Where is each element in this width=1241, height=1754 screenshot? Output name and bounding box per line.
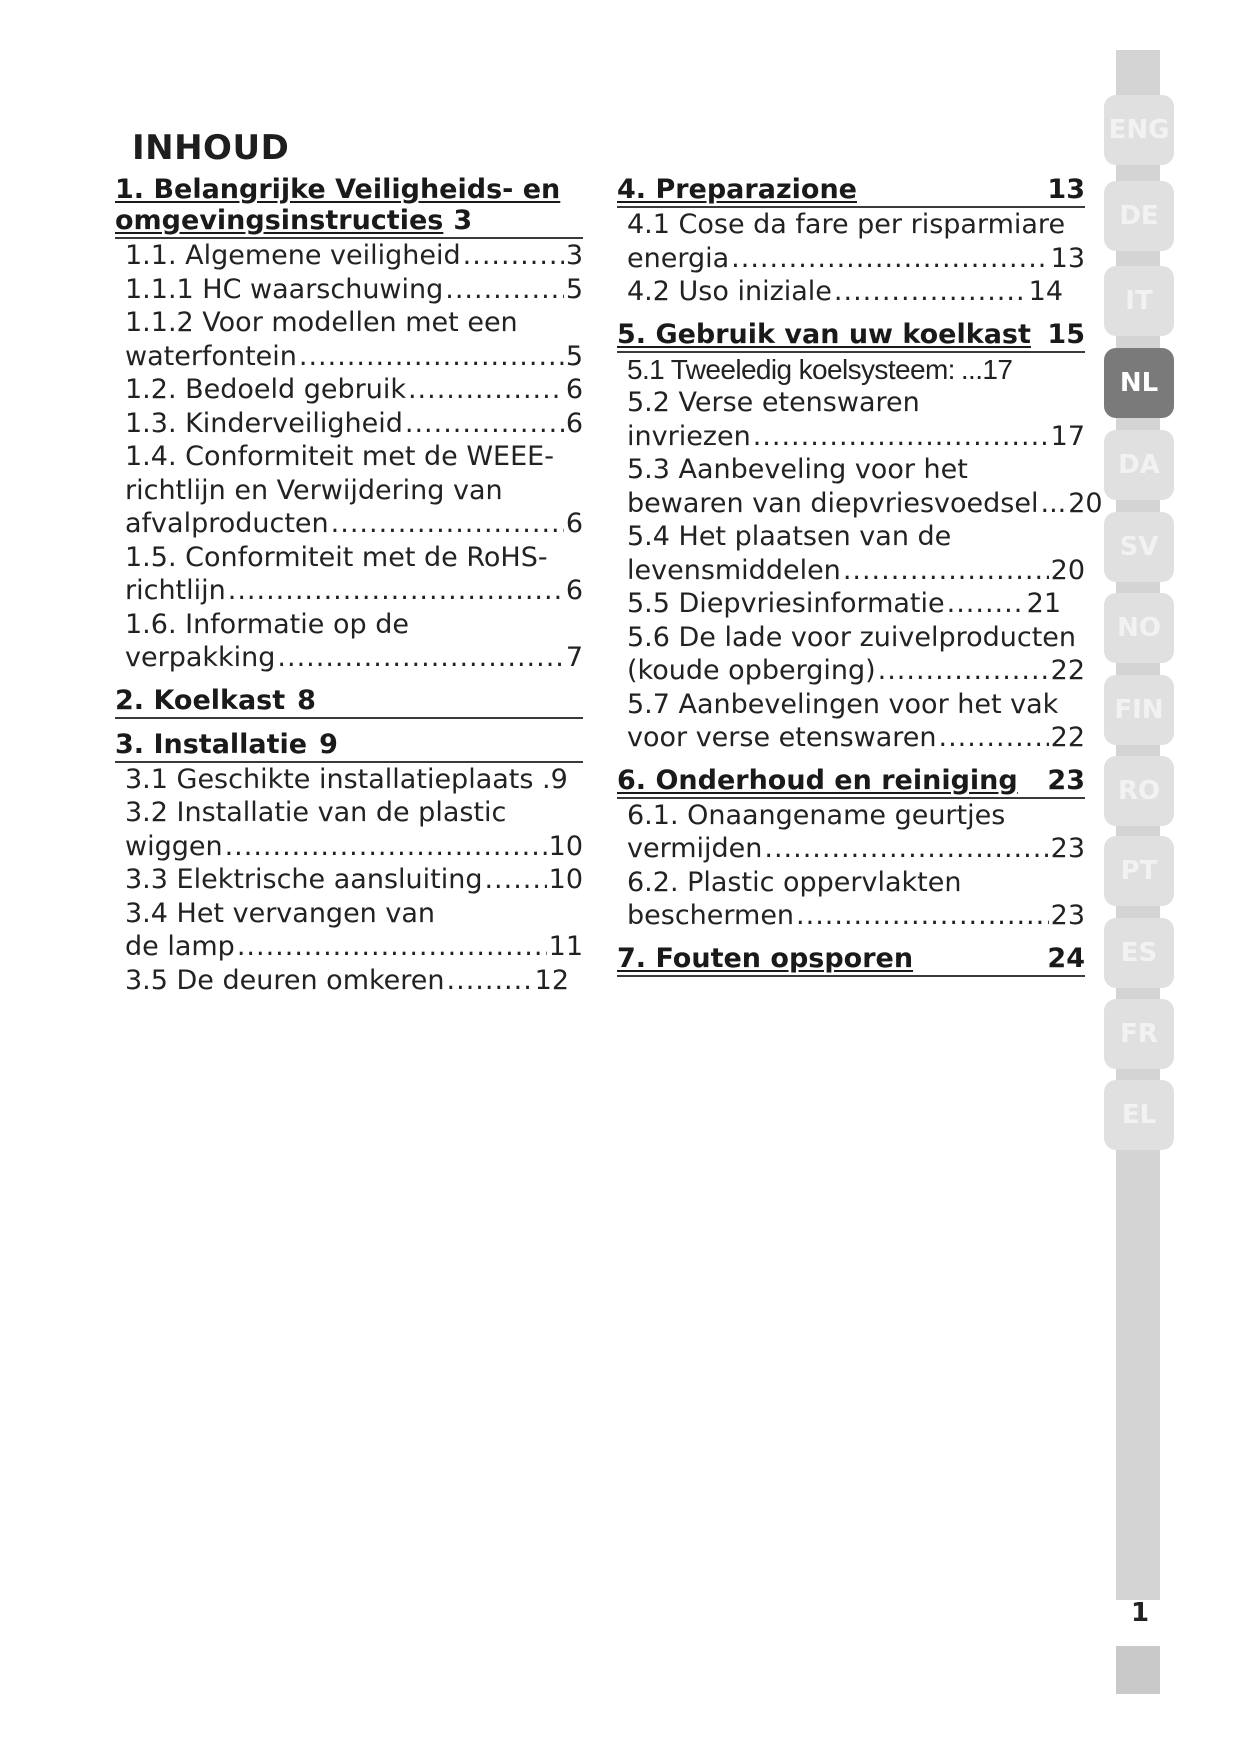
tab-eng[interactable]: ENG (1104, 95, 1174, 165)
toc-entry-3-2[interactable]: 3.2 Installatie van de plastic wiggen ..... 10 (115, 796, 583, 863)
toc-entry-5-6[interactable]: 5.6 De lade voor zuivelproducten (koude opberging) ..... 22 (617, 621, 1085, 688)
tab-no[interactable]: NO (1104, 593, 1174, 663)
tab-pt[interactable]: PT (1104, 836, 1174, 906)
toc-entry-1-6[interactable]: 1.6. Informatie op de verpakking ..... 7 (115, 608, 583, 675)
toc-entry-6-1[interactable]: 6.1. Onaangename geurtjes vermijden ..... 23 (617, 799, 1085, 866)
toc-entry-3-4[interactable]: 3.4 Het vervangen van de lamp ..... 11 (115, 897, 583, 964)
tab-fr[interactable]: FR (1104, 999, 1174, 1069)
toc-entry-5-7[interactable]: 5.7 Aanbevelingen voor het vak voor verse etenswaren ..... 22 (617, 688, 1085, 755)
toc-section-5[interactable]: 5. Gebruik van uw koelkast 15 (617, 319, 1085, 353)
toc-entry-5-5[interactable]: 5.5 Diepvriesinformatie ..... 21 (617, 587, 1085, 621)
toc-left-column (115, 174, 583, 997)
toc-entry-1-1-2[interactable]: 1.1.2 Voor modellen met een waterfontein ..... 5 (115, 306, 583, 373)
toc-section-1-label-b: omgevingsinstructies (115, 205, 444, 236)
toc-section-2[interactable]: 2. Koelkast 8 (115, 685, 583, 719)
page-title: INHOUD (132, 128, 290, 168)
toc-entry-1-1-1[interactable]: 1.1.1 HC waarschuwing ..... 5 (115, 273, 583, 307)
toc-section-1-page: 3 (453, 205, 473, 236)
tab-nl[interactable]: NL (1104, 348, 1174, 418)
toc-section-3[interactable]: 3. Installatie 9 (115, 729, 583, 763)
toc-entry-6-2[interactable]: 6.2. Plastic oppervlakten beschermen ..... 23 (617, 866, 1085, 933)
toc-entry-3-5[interactable]: 3.5 De deuren omkeren ..... 12 (115, 964, 583, 998)
toc-entry-4-1[interactable]: 4.1 Cose da fare per risparmiare energia ..... 13 (617, 208, 1085, 275)
toc-section-7[interactable]: 7. Fouten opsporen 24 (617, 943, 1085, 977)
toc-section-1-label-a: 1. Belangrijke Veiligheids- en (115, 174, 561, 205)
toc-entry-5-3[interactable]: 5.3 Aanbeveling voor het bewaren van diepvriesvoedsel ... 20 (627, 454, 1103, 519)
toc-section-6[interactable]: 6. Onderhoud en reiniging 23 (617, 765, 1085, 799)
tab-ro[interactable]: RO (1104, 756, 1174, 826)
toc-right-column (617, 174, 1103, 977)
toc-entry-1-1[interactable]: 1.1. Algemene veiligheid ..... 3 (115, 239, 583, 273)
tab-fin[interactable]: FIN (1104, 675, 1174, 745)
toc-entry-1-3[interactable]: 1.3. Kinderveiligheid ..... 6 (115, 407, 583, 441)
toc-entry-3-1[interactable]: 3.1 Geschikte installatieplaats .9 (125, 763, 568, 795)
toc-entry-4-2[interactable]: 4.2 Uso iniziale ..... 14 (617, 275, 1085, 309)
tab-es[interactable]: ES (1104, 918, 1174, 988)
tab-da[interactable]: DA (1104, 430, 1174, 500)
toc-entry-5-2[interactable]: 5.2 Verse etenswaren invriezen ..... 17 (617, 386, 1085, 453)
toc-entry-1-2[interactable]: 1.2. Bedoeld gebruik ..... 6 (115, 373, 583, 407)
toc-entry-5-4[interactable]: 5.4 Het plaatsen van de levensmiddelen ..... 20 (617, 520, 1085, 587)
toc-entry-3-3[interactable]: 3.3 Elektrische aansluiting ..... 10 (115, 863, 583, 897)
toc-entry-1-5[interactable]: 1.5. Conformiteit met de RoHS- richtlijn ..... 6 (115, 541, 583, 608)
toc-section-1[interactable] (115, 174, 583, 239)
toc-entry-5-1[interactable]: 5.1 Tweeledig koelsysteem: ... 17 (627, 353, 1013, 385)
toc-section-4[interactable]: 4. Preparazione 13 (617, 174, 1085, 208)
tab-it[interactable]: IT (1104, 266, 1174, 336)
tab-sv[interactable]: SV (1104, 512, 1174, 582)
footer-marker (1116, 1646, 1160, 1694)
tab-de[interactable]: DE (1104, 181, 1174, 251)
page-number: 1 (1130, 1598, 1150, 1628)
tab-el[interactable]: EL (1104, 1080, 1174, 1150)
toc-entry-1-4[interactable]: 1.4. Conformiteit met de WEEE- richtlijn en Verwijdering van afvalproducten ..... 6 (115, 440, 583, 541)
